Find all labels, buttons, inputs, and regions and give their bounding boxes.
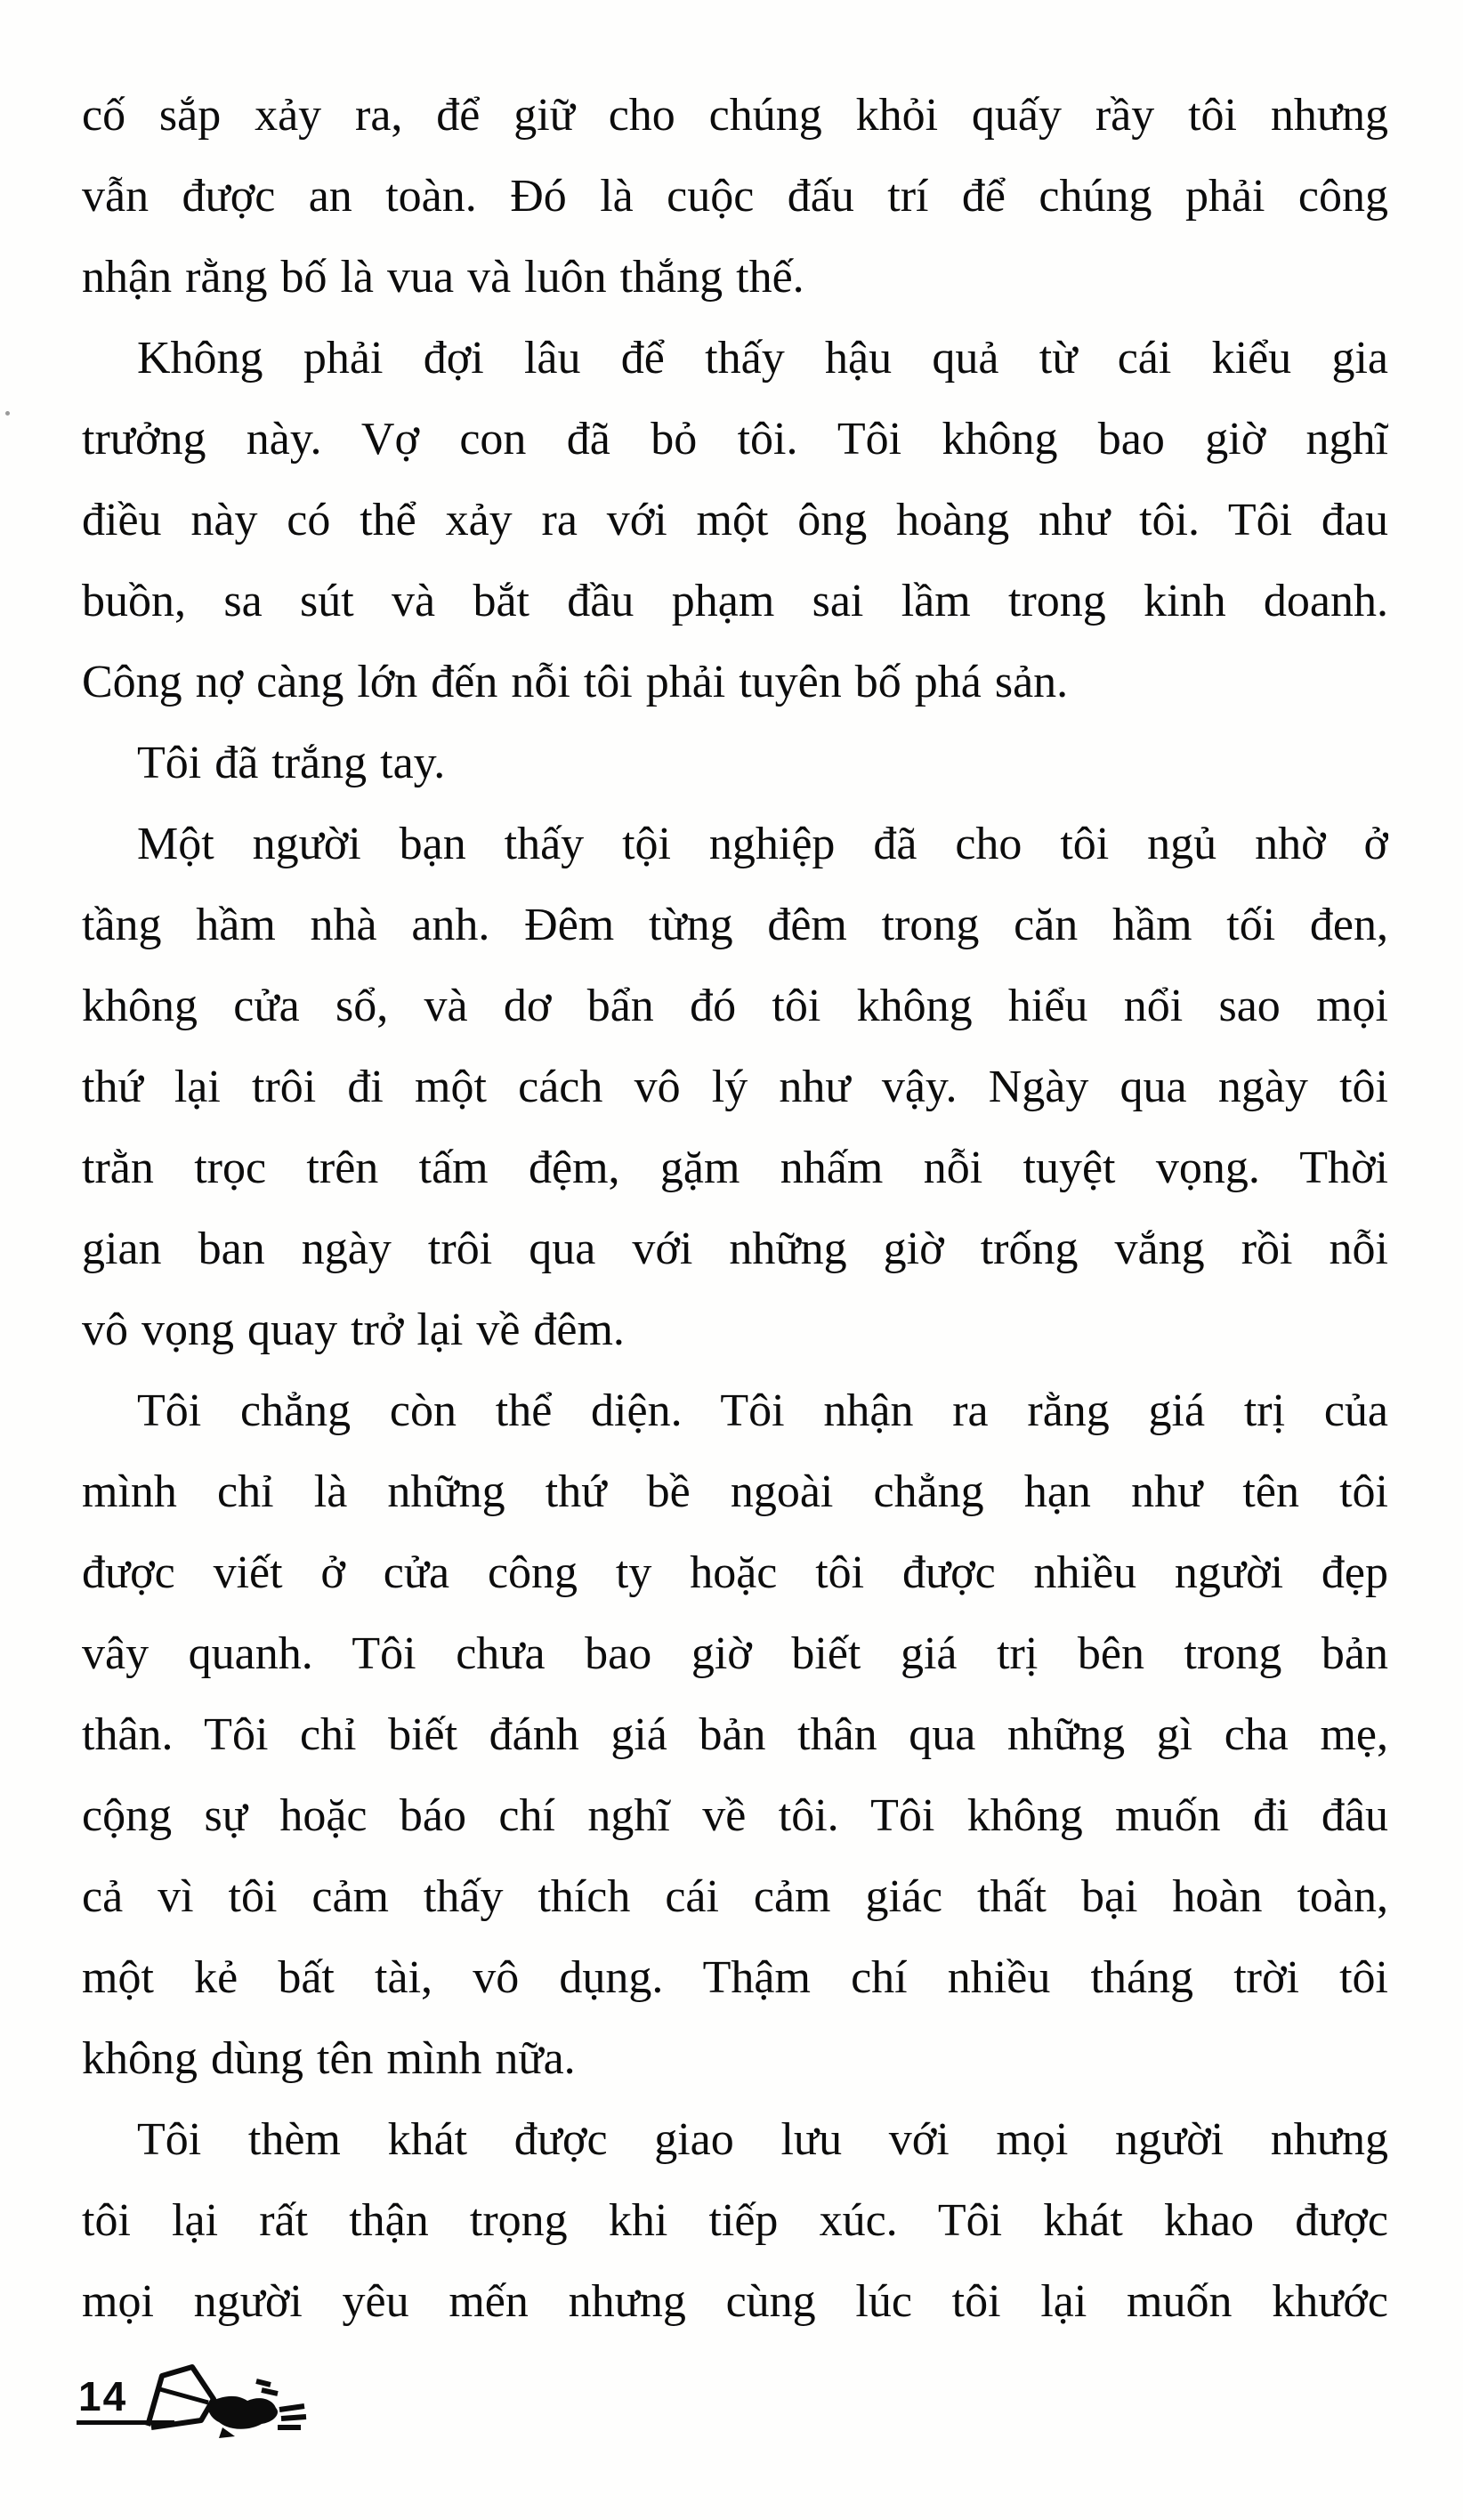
text-line: trằn trọc trên tấm đệm, gặm nhấm nỗi tuyệt vọng. Thời [82,1143,1388,1193]
text-line: cộng sự hoặc báo chí nghĩ về tôi. Tôi không muốn đi đâu [82,1790,1388,1841]
text-line: vây quanh. Tôi chưa bao giờ biết giá trị bên trong bản [82,1628,1388,1679]
text-line: không dùng tên mình nữa. [82,2033,576,2084]
text-line: Một người bạn thấy tội nghiệp đã cho tôi ngủ nhờ ở [137,819,1388,869]
text-line: vô vọng quay trở lại về đêm. [82,1304,625,1355]
text-line: vẫn được an toàn. Đó là cuộc đấu trí để chúng phải công [82,171,1388,222]
text-line: Không phải đợi lâu để thấy hậu quả từ cái kiểu gia [137,333,1388,384]
text-line: cả vì tôi cảm thấy thích cái cảm giác thất bại hoàn toàn, [82,1871,1388,1922]
scan-speck [5,411,10,416]
text-line: mình chỉ là những thứ bề ngoài chẳng hạn như tên tôi [82,1466,1388,1517]
text-line: cố sắp xảy ra, để giữ cho chúng khỏi quấy rầy tôi nhưng [82,90,1388,141]
text-line: một kẻ bất tài, vô dụng. Thậm chí nhiều tháng trời tôi [82,1952,1388,2003]
text-line: mọi người yêu mến nhưng cùng lúc tôi lại muốn khước [82,2276,1388,2327]
page-text [82,75,1388,2342]
page-number: 14 [78,2373,128,2419]
text-line: Công nợ càng lớn đến nỗi tôi phải tuyên bố phá sản. [82,657,1069,707]
text-line: Tôi thèm khát được giao lưu với mọi người nhưng [137,2114,1388,2165]
text-line: nhận rằng bố là vua và luôn thắng thế. [82,252,804,303]
text-line: tầng hầm nhà anh. Đêm từng đêm trong căn hầm tối đen, [82,900,1388,950]
text-line: tôi lại rất thận trọng khi tiếp xúc. Tôi khát khao được [82,2195,1388,2246]
text-line: không cửa sổ, và dơ bẩn đó tôi không hiểu nổi sao mọi [82,981,1388,1031]
text-line: Tôi chẳng còn thể diện. Tôi nhận ra rằng giá trị của [137,1385,1388,1436]
text-line: buồn, sa sút và bắt đầu phạm sai lầm trong kinh doanh. [82,576,1388,626]
text-line: được viết ở cửa công ty hoặc tôi được nhiều người đẹp [82,1547,1388,1598]
text-line: trưởng này. Vợ con đã bỏ tôi. Tôi không bao giờ nghĩ [82,414,1388,464]
ink-flourish-icon [123,2356,319,2463]
text-line: thứ lại trôi đi một cách vô lý như vậy. Ngày qua ngày tôi [82,1062,1388,1112]
text-line: thân. Tôi chỉ biết đánh giá bản thân qua những gì cha mẹ, [82,1709,1388,1760]
text-line: Tôi đã trắng tay. [137,738,446,788]
text-line: gian ban ngày trôi qua với những giờ trống vắng rồi nỗi [82,1224,1388,1274]
text-line: điều này có thể xảy ra với một ông hoàng như tôi. Tôi đau [82,495,1388,545]
page-footer [77,2356,308,2463]
